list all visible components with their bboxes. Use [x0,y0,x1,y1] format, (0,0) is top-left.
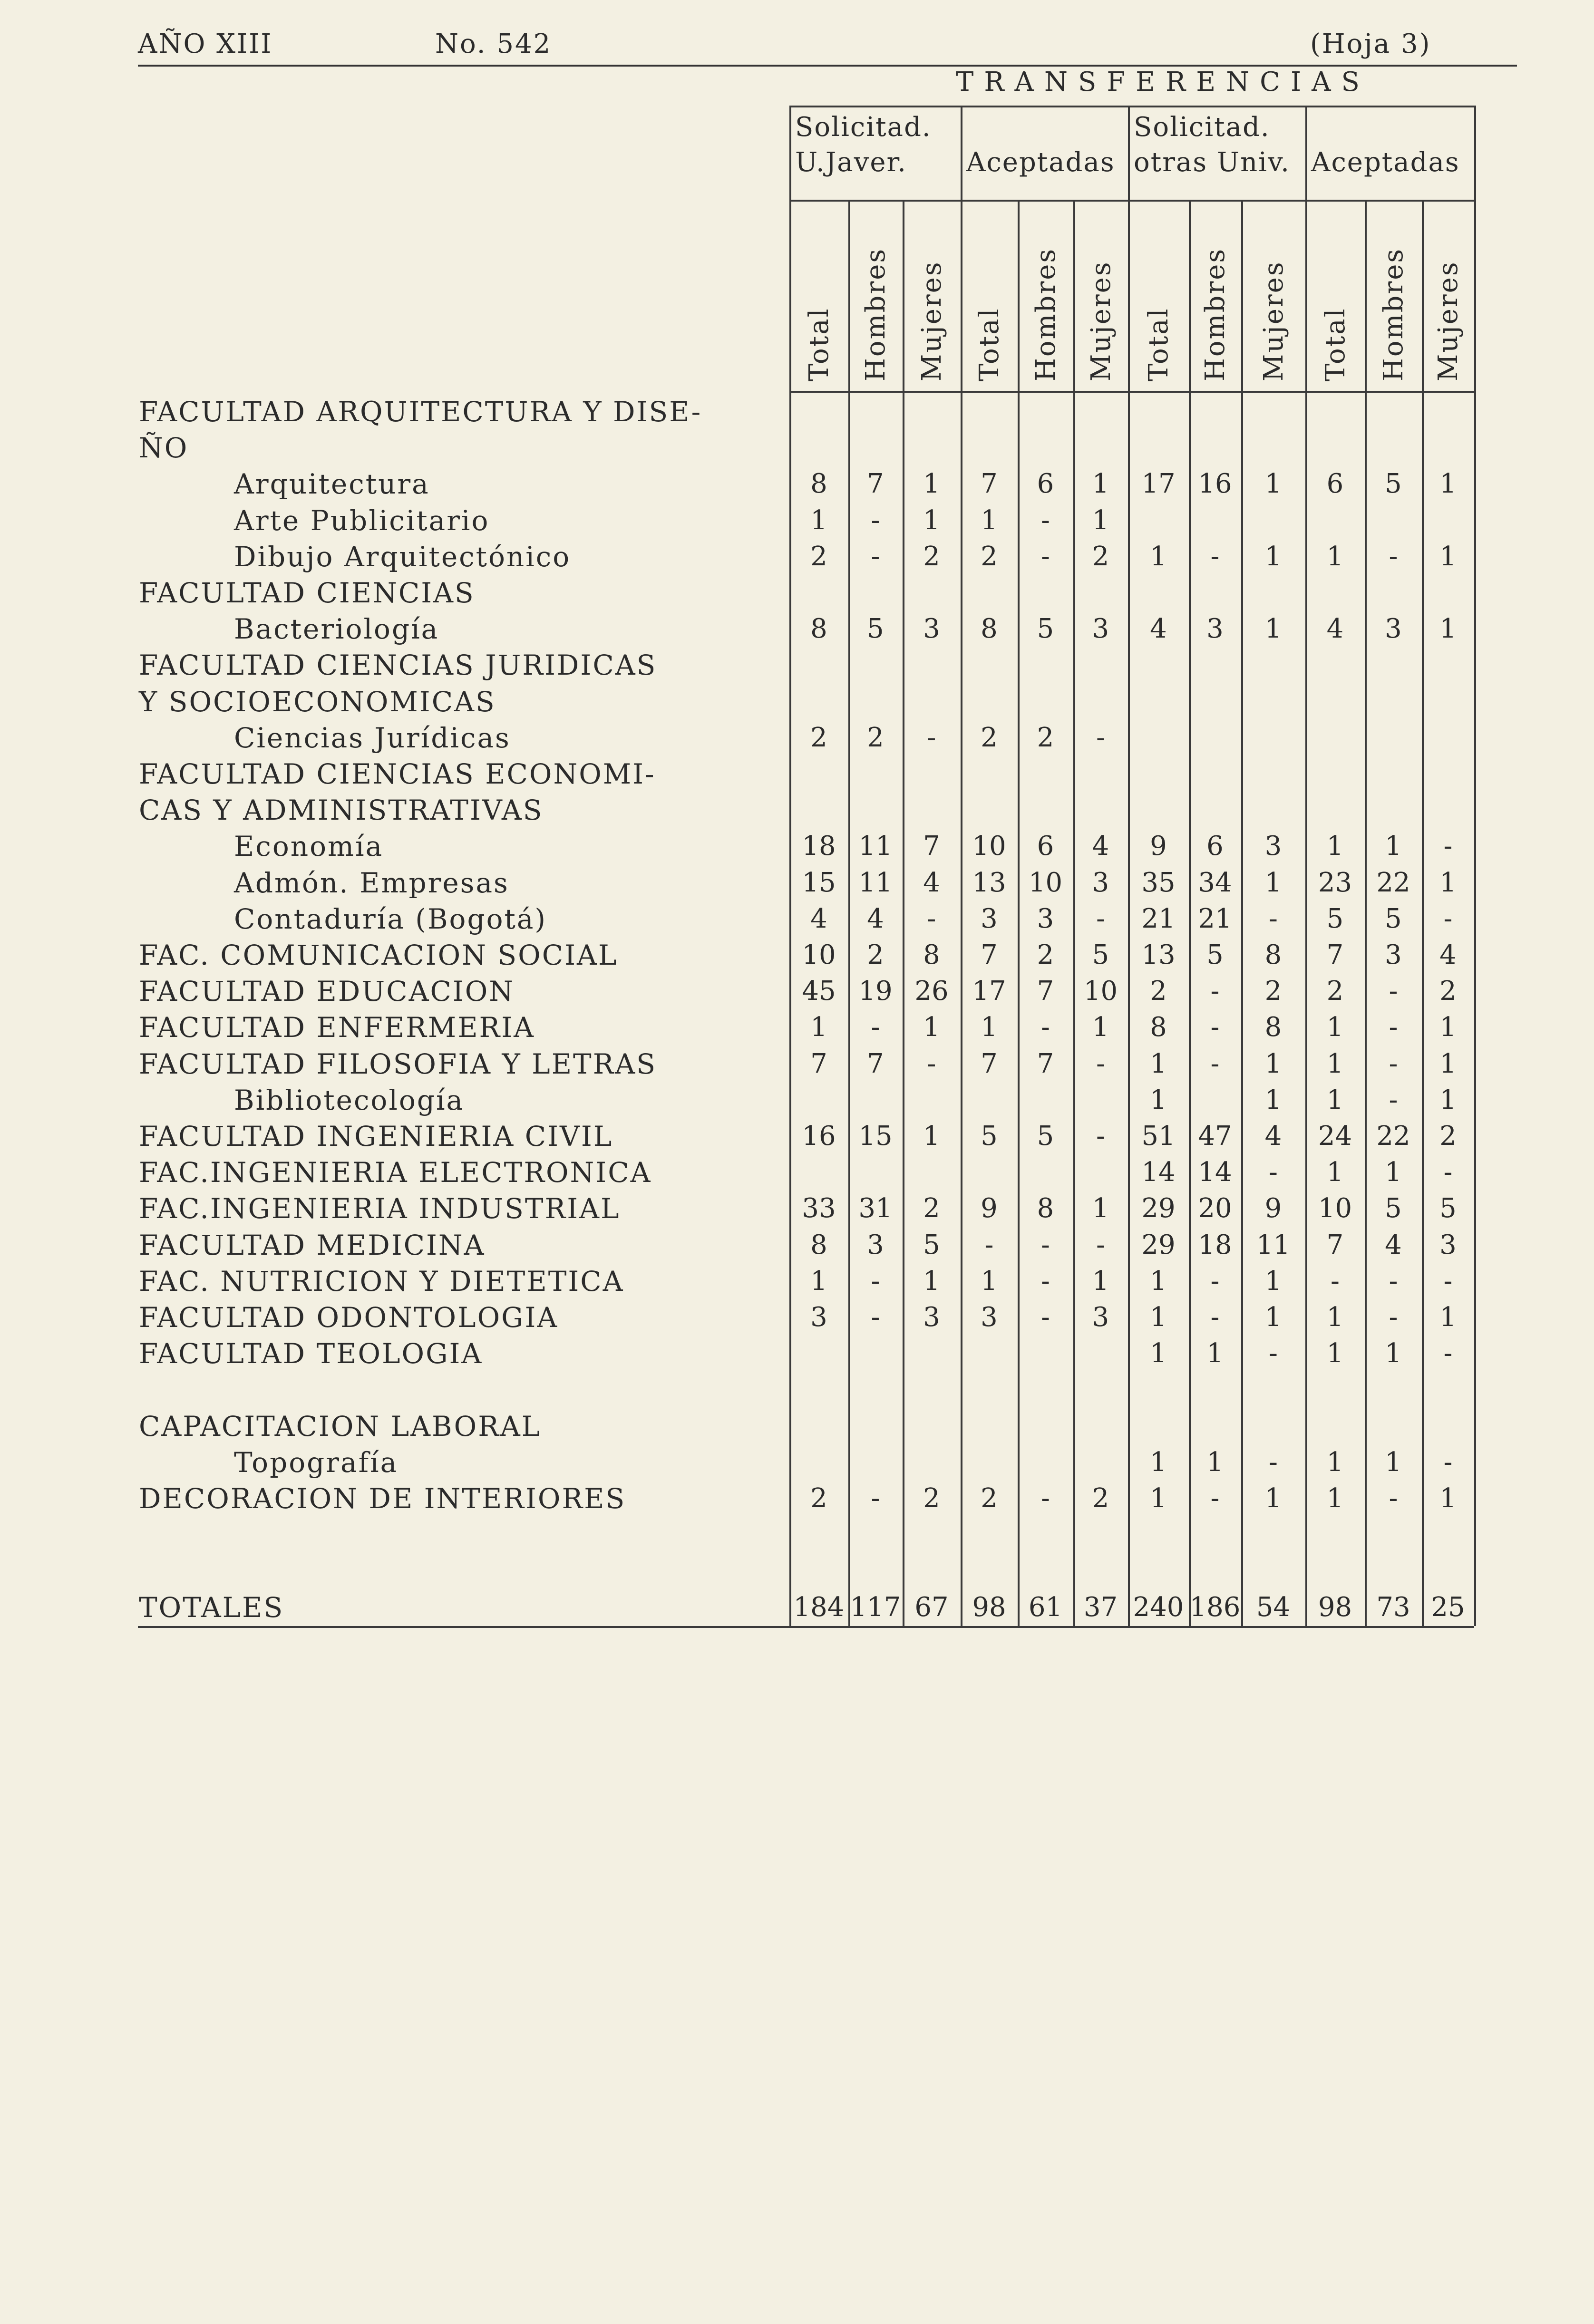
table-cell: 14 [1141,1157,1176,1188]
table-cell: 1 [1206,1446,1224,1478]
table-cell: 3 [810,1302,827,1333]
table-cell: 4 [1439,939,1457,970]
table-cell: - [1210,976,1220,1007]
table-cell: 7 [923,831,940,862]
table-cell: 1 [1439,613,1457,645]
section-title: TRANSFERENCIAS [956,67,1370,97]
row-label: FACULTAD CIENCIAS JURIDICAS [139,649,657,682]
row-label: FAC. NUTRICION Y DIETETICA [139,1265,624,1298]
table-cell: - [1269,1157,1278,1188]
table-cell: 20 [1198,1193,1232,1224]
table-cell: 7 [867,1048,884,1079]
table-cell: - [1269,1338,1278,1369]
table-cell: 24 [1318,1121,1352,1152]
table-cell: 2 [1092,1483,1109,1514]
subheader-mujeres: Mujeres [916,261,947,381]
table-cell: - [871,1265,880,1297]
subheader-total: Total [804,307,835,381]
table-cell: 1 [923,1265,940,1297]
table-cell: 3 [923,613,940,645]
group-header-line2: Aceptadas [966,147,1115,178]
table-cell: 1 [1326,831,1344,862]
table-cell: 6 [1326,468,1344,500]
table-cell: 3 [867,1229,884,1260]
row-label: ÑO [139,432,189,465]
table-cell: 2 [1037,722,1054,753]
table-cell: 7 [810,1048,827,1079]
table-cell: 19 [858,976,893,1007]
table-cell: 10 [802,939,836,970]
table-cell: 5 [1385,468,1402,500]
row-sublabel: Economía [234,830,384,863]
table-cell: 9 [1150,831,1167,862]
row-sublabel: Bacteriología [234,613,439,646]
table-top-line [789,106,1474,107]
table-cell: 17 [1141,468,1176,500]
table-cell: 2 [810,541,827,572]
table-cell: - [984,1229,994,1260]
table-cell: 23 [1318,867,1352,898]
table-cell: 4 [867,903,884,934]
table-cell: 73 [1376,1591,1410,1623]
table-cell: 2 [981,722,998,753]
table-cell: 8 [810,468,827,500]
table-cell: - [1041,1229,1050,1260]
table-cell: 6 [1037,831,1054,862]
row-label: FAC.INGENIERIA ELECTRONICA [139,1156,652,1189]
table-cell: - [1210,1483,1220,1514]
table-cell: 25 [1431,1591,1465,1623]
row-label: FACULTAD EDUCACION [139,975,515,1008]
table-cell: 1 [1092,504,1109,536]
table-cell: - [1041,504,1050,536]
table-cell: 3 [1092,1302,1109,1333]
row-label: FACULTAD INGENIERIA CIVIL [139,1120,613,1152]
table-cell: 2 [810,1483,827,1514]
table-cell: 1 [1385,1157,1402,1188]
row-sublabel: Arquitectura [234,468,430,501]
table-cell: 1 [1092,1193,1109,1224]
table-cell: 13 [1141,939,1176,970]
table-cell: 45 [802,976,836,1007]
table-cell: 1 [1150,541,1167,572]
table-cell: 1 [1439,1302,1457,1333]
table-cell: 8 [810,613,827,645]
group-header-line2: U.Javer. [795,147,907,178]
table-cell: - [1443,831,1453,862]
table-cell: 2 [923,541,940,572]
table-cell: 117 [850,1591,901,1623]
table-cell: 8 [1264,1012,1282,1043]
table-cell: 1 [1264,1048,1282,1079]
table-cell: 7 [1037,976,1054,1007]
row-label: FACULTAD CIENCIAS [139,577,475,609]
row-sublabel: Dibujo Arquitectónico [234,540,571,573]
table-cell: 1 [1326,1012,1344,1043]
table-cell: 3 [981,903,998,934]
table-cell: 7 [981,939,998,970]
table-cell: 1 [810,1012,827,1043]
table-cell: 186 [1189,1591,1241,1623]
table-cell: - [927,1048,936,1079]
table-cell: 1 [1264,867,1282,898]
table-cell: 22 [1376,867,1410,898]
table-cell: 3 [1439,1229,1457,1260]
table-cell: 5 [867,613,884,645]
table-cell: 1 [1326,1302,1344,1333]
table-cell: 1 [1206,1338,1224,1369]
subheader-total: Total [1143,307,1174,381]
table-cell: 1 [1264,541,1282,572]
table-cell: 5 [1385,1193,1402,1224]
table-cell: - [1041,1483,1050,1514]
table-cell: 3 [1092,613,1109,645]
table-cell: 29 [1141,1193,1176,1224]
table-cell: 1 [981,1012,998,1043]
table-cell: 7 [867,468,884,500]
table-cell: 5 [1037,613,1054,645]
table-cell: - [1331,1265,1340,1297]
table-cell: - [1210,1012,1220,1043]
table-cell: 1 [1385,831,1402,862]
table-cell: 2 [1037,939,1054,970]
row-sublabel: Ciencias Jurídicas [234,721,511,754]
table-cell: - [927,722,936,753]
table-cell: 8 [1264,939,1282,970]
table-cell: 1 [1264,1302,1282,1333]
row-sublabel: Admón. Empresas [234,866,509,899]
table-cell: 2 [1264,976,1282,1007]
table-cell: 5 [1092,939,1109,970]
table-cell: - [1389,976,1398,1007]
table-cell: 3 [1385,939,1402,970]
table-cell: - [871,541,880,572]
row-label: TOTALES [139,1591,284,1624]
table-cell: 9 [1264,1193,1282,1224]
table-cell: 11 [858,867,893,898]
table-cell: 1 [1326,541,1344,572]
row-label: FACULTAD ARQUITECTURA Y DISE- [139,396,702,428]
table-cell: - [1096,722,1105,753]
table-cell: 240 [1133,1591,1184,1623]
table-cell: 1 [1439,1084,1457,1115]
table-cell: 7 [1037,1048,1054,1079]
table-cell: 5 [1326,903,1344,934]
table-cell: - [1210,541,1220,572]
table-cell: - [1041,1012,1050,1043]
subheader-total: Total [1320,307,1351,381]
table-cell: 1 [1326,1483,1344,1514]
table-cell: 15 [858,1121,893,1152]
row-label: Y SOCIOECONOMICAS [139,685,496,718]
table-cell: - [927,903,936,934]
table-cell: 35 [1141,867,1176,898]
table-cell: 18 [802,831,836,862]
row-label: CAPACITACION LABORAL [139,1410,542,1443]
table-cell: 1 [1264,613,1282,645]
subheader-mujeres: Mujeres [1433,261,1464,381]
table-cell: 3 [1206,613,1224,645]
table-cell: 2 [1150,976,1167,1007]
table-cell: 3 [1092,867,1109,898]
table-cell: 8 [981,613,998,645]
table-cell: 3 [1264,831,1282,862]
table-cell: 22 [1376,1121,1410,1152]
group-header-line1: Solicitad. [795,112,932,143]
table-cell: 1 [810,504,827,536]
table-cell: 4 [1264,1121,1282,1152]
group-header-line2: otras Univ. [1134,147,1290,178]
table-cell: 1 [1092,1265,1109,1297]
table-cell: - [1210,1302,1220,1333]
table-cell: - [871,1483,880,1514]
table-cell: 1 [1264,1265,1282,1297]
issue-number: No. 542 [435,29,552,59]
table-cell: - [1389,1483,1398,1514]
table-cell: - [1389,1265,1398,1297]
table-cell: 4 [810,903,827,934]
table-cell: - [871,1302,880,1333]
table-cell: 2 [1092,541,1109,572]
table-cell: 5 [1037,1121,1054,1152]
row-label: DECORACION DE INTERIORES [139,1482,626,1515]
table-cell: 1 [1150,1302,1167,1333]
table-cell: 9 [981,1193,998,1224]
table-cell: 1 [1439,1012,1457,1043]
table-cell: 3 [1385,613,1402,645]
table-cell: 2 [1439,976,1457,1007]
table-cell: 1 [1385,1338,1402,1369]
table-cell: 1 [1264,1084,1282,1115]
group-header-bottom-line [789,200,1474,202]
table-cell: 1 [1150,1084,1167,1115]
table-cell: 2 [810,722,827,753]
table-cell: 7 [1326,939,1344,970]
table-cell: 8 [1037,1193,1054,1224]
table-cell: 16 [1198,468,1232,500]
table-cell: - [1389,1302,1398,1333]
table-cell: - [1210,1048,1220,1079]
row-label: FACULTAD CIENCIAS ECONOMI- [139,758,656,790]
table-bottom-line [138,1626,1474,1628]
table-cell: 8 [923,939,940,970]
table-cell: 1 [1385,1446,1402,1478]
table-cell: - [1389,1012,1398,1043]
table-cell: 5 [981,1121,998,1152]
table-cell: - [1389,1084,1398,1115]
table-cell: 47 [1198,1121,1232,1152]
table-cell: 7 [1326,1229,1344,1260]
table-cell: - [1096,1121,1105,1152]
table-cell: 2 [981,541,998,572]
subheader-hombres: Hombres [1030,247,1061,381]
table-cell: 2 [1439,1121,1457,1152]
table-cell: 16 [802,1121,836,1152]
table-cell: 4 [923,867,940,898]
table-cell: 14 [1198,1157,1232,1188]
table-cell: 1 [1150,1265,1167,1297]
table-cell: 1 [1092,468,1109,500]
table-cell: 4 [1150,613,1167,645]
table-cell: 3 [981,1302,998,1333]
table-cell: 1 [1326,1048,1344,1079]
table-cell: - [871,1012,880,1043]
table-cell: 3 [1037,903,1054,934]
table-cell: 1 [1264,468,1282,500]
table-cell: - [1041,1265,1050,1297]
table-cell: 26 [914,976,949,1007]
table-cell: 5 [1206,939,1224,970]
subheader-hombres: Hombres [1200,247,1231,381]
table-cell: 1 [1150,1483,1167,1514]
table-cell: 5 [1439,1193,1457,1224]
table-cell: - [1096,1229,1105,1260]
table-cell: 1 [1092,1012,1109,1043]
row-label: CAS Y ADMINISTRATIVAS [139,794,544,827]
row-sublabel: Topografía [234,1446,398,1479]
table-cell: 8 [1150,1012,1167,1043]
table-cell: 11 [858,831,893,862]
table-cell: 1 [981,504,998,536]
group-header-line2: Aceptadas [1311,147,1460,178]
table-cell: 4 [1326,613,1344,645]
table-cell: 1 [1150,1048,1167,1079]
row-label: FACULTAD ENFERMERIA [139,1011,535,1044]
table-cell: 3 [923,1302,940,1333]
table-cell: - [1443,903,1453,934]
table-cell: 10 [1318,1193,1352,1224]
table-cell: 8 [810,1229,827,1260]
table-cell: 1 [1439,541,1457,572]
table-cell: 98 [1318,1591,1352,1623]
row-sublabel: Arte Publicitario [234,504,490,537]
table-cell: 1 [1326,1084,1344,1115]
table-cell: 4 [1385,1229,1402,1260]
table-cell: 1 [923,1012,940,1043]
table-cell: 6 [1206,831,1224,862]
table-cell: - [1096,903,1105,934]
table-cell: 10 [1083,976,1118,1007]
table-cell: 1 [923,504,940,536]
table-cell: 1 [1439,468,1457,500]
subheader-bottom-line [789,391,1474,393]
table-cell: 67 [914,1591,949,1623]
table-cell: - [871,504,880,536]
table-cell: 13 [972,867,1006,898]
table-cell: 2 [1326,976,1344,1007]
table-cell: 1 [810,1265,827,1297]
table-cell: 34 [1198,867,1232,898]
table-cell: 2 [867,939,884,970]
table-cell: 18 [1198,1229,1232,1260]
table-cell: 6 [1037,468,1054,500]
table-cell: 29 [1141,1229,1176,1260]
sheet-label: (Hoja 3) [1310,29,1431,59]
table-cell: 61 [1028,1591,1063,1623]
group-header-line1: Solicitad. [1134,112,1270,143]
table-cell: 98 [972,1591,1006,1623]
table-cell: 11 [1256,1229,1291,1260]
table-cell: - [1269,1446,1278,1478]
row-sublabel: Bibliotecología [234,1084,465,1116]
row-label: FACULTAD MEDICINA [139,1229,486,1261]
row-label: FACULTAD TEOLOGIA [139,1337,483,1370]
table-cell: - [1041,541,1050,572]
table-cell: - [1041,1302,1050,1333]
table-cell: 2 [981,1483,998,1514]
row-sublabel: Contaduría (Bogotá) [234,902,547,935]
table-cell: 21 [1141,903,1176,934]
row-label: FAC.INGENIERIA INDUSTRIAL [139,1192,621,1225]
table-cell: 1 [1439,1048,1457,1079]
table-cell: 1 [1439,1483,1457,1514]
table-cell: 1 [1326,1446,1344,1478]
table-cell: - [1389,541,1398,572]
table-cell: 10 [972,831,1006,862]
table-cell: - [1096,1048,1105,1079]
table-cell: 4 [1092,831,1109,862]
table-cell: 5 [1385,903,1402,934]
table-cell: 7 [981,468,998,500]
table-cell: 1 [1326,1157,1344,1188]
table-cell: 37 [1083,1591,1118,1623]
table-cell: 15 [802,867,836,898]
table-cell: 1 [923,468,940,500]
subheader-total: Total [974,307,1005,381]
table-cell: 7 [981,1048,998,1079]
table-cell: - [1269,903,1278,934]
table-cell: 2 [867,722,884,753]
subheader-hombres: Hombres [860,247,891,381]
subheader-hombres: Hombres [1378,247,1409,381]
table-cell: 51 [1141,1121,1176,1152]
table-cell: 54 [1256,1591,1291,1623]
row-label: FAC. COMUNICACION SOCIAL [139,939,618,971]
table-cell: 31 [858,1193,893,1224]
table-cell: - [1443,1338,1453,1369]
table-cell: 1 [1264,1483,1282,1514]
row-label: FACULTAD FILOSOFIA Y LETRAS [139,1047,657,1080]
table-cell: - [1210,1265,1220,1297]
table-cell: 17 [972,976,1006,1007]
year-label: AÑO XIII [138,29,273,59]
table-cell: 2 [923,1193,940,1224]
table-cell: 1 [1150,1338,1167,1369]
table-cell: 1 [1150,1446,1167,1478]
subheader-mujeres: Mujeres [1085,261,1117,381]
table-cell: - [1443,1157,1453,1188]
table-cell: 33 [802,1193,836,1224]
table-cell: - [1443,1265,1453,1297]
table-cell: 2 [923,1483,940,1514]
table-cell: 1 [1326,1338,1344,1369]
table-cell: 184 [793,1591,845,1623]
row-label: FACULTAD ODONTOLOGIA [139,1301,559,1334]
table-cell: 5 [923,1229,940,1260]
table-cell: 1 [981,1265,998,1297]
subheader-mujeres: Mujeres [1258,261,1289,381]
table-cell: - [1389,1048,1398,1079]
table-cell: 1 [923,1121,940,1152]
table-cell: - [1443,1446,1453,1478]
table-cell: 21 [1198,903,1232,934]
table-cell: 10 [1028,867,1063,898]
table-cell: 1 [1439,867,1457,898]
